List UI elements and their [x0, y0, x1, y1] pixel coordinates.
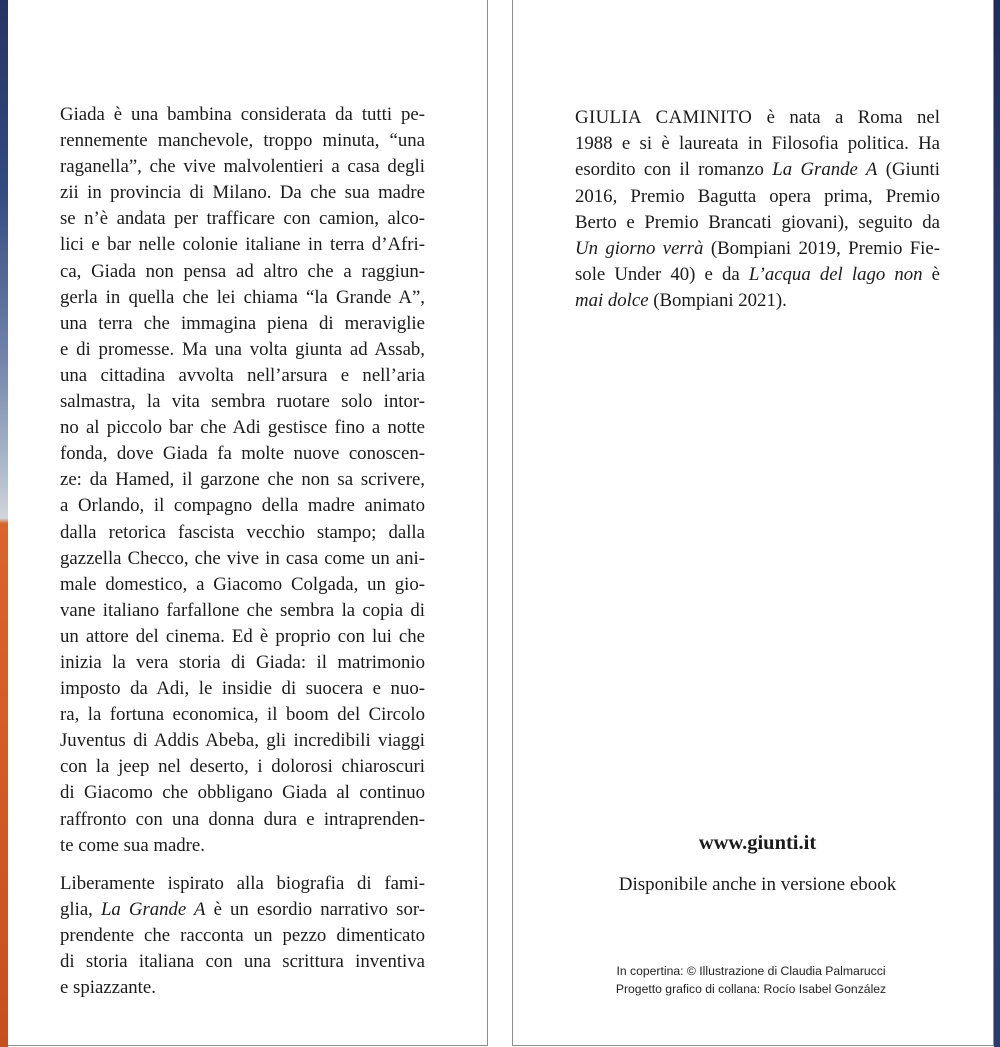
text-run: sole Under 40) e da	[575, 264, 749, 286]
text-line: fonda, dove Giada fa molte nuove conoscen-	[60, 443, 425, 465]
text-line: dalla retorica fascista vecchio stampo; dalla	[60, 521, 425, 543]
italic-title: Un giorno verrà	[575, 237, 704, 259]
text-line: zii in provincia di Milano. Da che sua madre	[60, 182, 425, 204]
text-line: te come sua madre.	[60, 834, 205, 856]
synopsis	[60, 102, 425, 1001]
text-line: Berto e Premio Brancati giovani), seguito da	[575, 211, 940, 233]
author-name: GIULIA CAMINITO	[575, 107, 753, 128]
text-run: (Giunti	[877, 159, 940, 181]
text-run: (Bompiani 2019, Premio Fie-	[703, 237, 940, 259]
text-line: 1988 e si è laureata in Filosofia politica. Ha	[575, 133, 940, 155]
credits	[513, 962, 989, 998]
synopsis-paragraph	[60, 871, 425, 1001]
text-run: esordito con il romanzo	[575, 159, 773, 181]
text-line: di Giacomo che obbligano Giada al continuo	[60, 782, 425, 804]
text-line: prendente che racconta un pezzo dimenticato	[60, 924, 425, 946]
author-bio	[575, 105, 940, 315]
text-run: è un esordio narrativo sor-	[205, 898, 425, 920]
text-line: ze: da Hamed, il garzone che non sa scrivere,	[60, 469, 425, 491]
cover-edge-right	[994, 0, 1000, 1047]
front-flap	[8, 0, 488, 1046]
cover-edge-left	[0, 0, 8, 1047]
text-line: imposto da Adi, le insidie di suocera e nuo-	[60, 678, 425, 700]
text-line: una cittadina avvolta nell’arsura e nell’aria	[60, 364, 425, 386]
text-line: salmastra, la vita sembra ruotare solo intor-	[60, 391, 425, 413]
synopsis-paragraph	[60, 102, 425, 859]
text-line: male domestico, a Giacomo Colgada, un gio-	[60, 573, 425, 595]
text-line: 2016, Premio Bagutta opera prima, Premio	[575, 185, 940, 207]
text-line	[575, 288, 940, 314]
text-line	[575, 262, 940, 288]
italic-title: mai dolce	[575, 290, 649, 312]
text-line: Juventus di Addis Abeba, gli incredibili viaggi	[60, 730, 425, 752]
text-line: gerla in quella che lei chiama “la Grande A”,	[60, 286, 425, 308]
text-line: ra, la fortuna economica, il boom del Circolo	[60, 704, 425, 726]
cover-illustration-credit: In copertina: © Illustrazione di Claudia Palmarucci	[616, 964, 886, 978]
text-line: rennemente manchevole, troppo minuta, “una	[60, 130, 425, 152]
series-design-credit: Progetto grafico di collana: Rocío Isabel González	[615, 982, 887, 996]
publisher-website: www.giunti.it	[698, 832, 817, 854]
text-line: gazzella Checco, che vive in casa come un ani-	[60, 547, 425, 569]
text-line	[575, 236, 940, 262]
text-run: (Bompiani 2021).	[648, 290, 787, 312]
text-line	[575, 105, 940, 131]
italic-title: La Grande A	[772, 159, 878, 181]
text-line: se n’è andata per trafficare con camion, alco-	[60, 208, 425, 230]
text-line	[60, 897, 425, 923]
text-line: una terra che immagina piena di meraviglie	[60, 312, 425, 334]
back-flap	[512, 0, 994, 1046]
text-run: glia,	[60, 898, 101, 920]
text-line: lici e bar nelle colonie italiane in terra d’Afri-	[60, 234, 425, 256]
text-line: inizia la vera storia di Giada: il matrimonio	[60, 651, 425, 673]
text-line: a Orlando, il compagno della madre animato	[60, 495, 425, 517]
text-line: Giada è una bambina considerata da tutti pe-	[60, 104, 425, 125]
text-line: con la jeep nel deserto, i dolorosi chiaroscuri	[60, 756, 425, 778]
text-line: e di promesse. Ma una volta giunta ad Assab,	[60, 338, 425, 360]
text-run: è nata a Roma nel	[752, 107, 940, 128]
text-run: è	[922, 264, 940, 286]
text-line: no al piccolo bar che Adi gestisce fino a notte	[60, 417, 425, 439]
text-line: di storia italiana con una scrittura inventiva	[60, 951, 425, 972]
italic-title: La Grande A	[100, 898, 206, 920]
text-line	[575, 157, 940, 183]
ebook-note: Disponibile anche in versione ebook	[618, 874, 897, 895]
text-line: un attore del cinema. Ed è proprio con lui che	[60, 625, 425, 647]
text-line: Liberamente ispirato alla biografia di fami-	[60, 872, 425, 894]
text-line: raganella”, che vive malvolentieri a casa degli	[60, 156, 425, 178]
text-line: e spiazzante.	[60, 977, 156, 999]
text-line: vane italiano farfallone che sembra la copia di	[60, 599, 425, 621]
bio-paragraph	[575, 105, 940, 315]
text-line: raffronto con una donna dura e intraprenden-	[60, 808, 425, 830]
italic-title: L’acqua del lago non	[748, 264, 923, 286]
text-line: ca, Giada non pensa ad altro che a raggiun-	[60, 260, 425, 282]
